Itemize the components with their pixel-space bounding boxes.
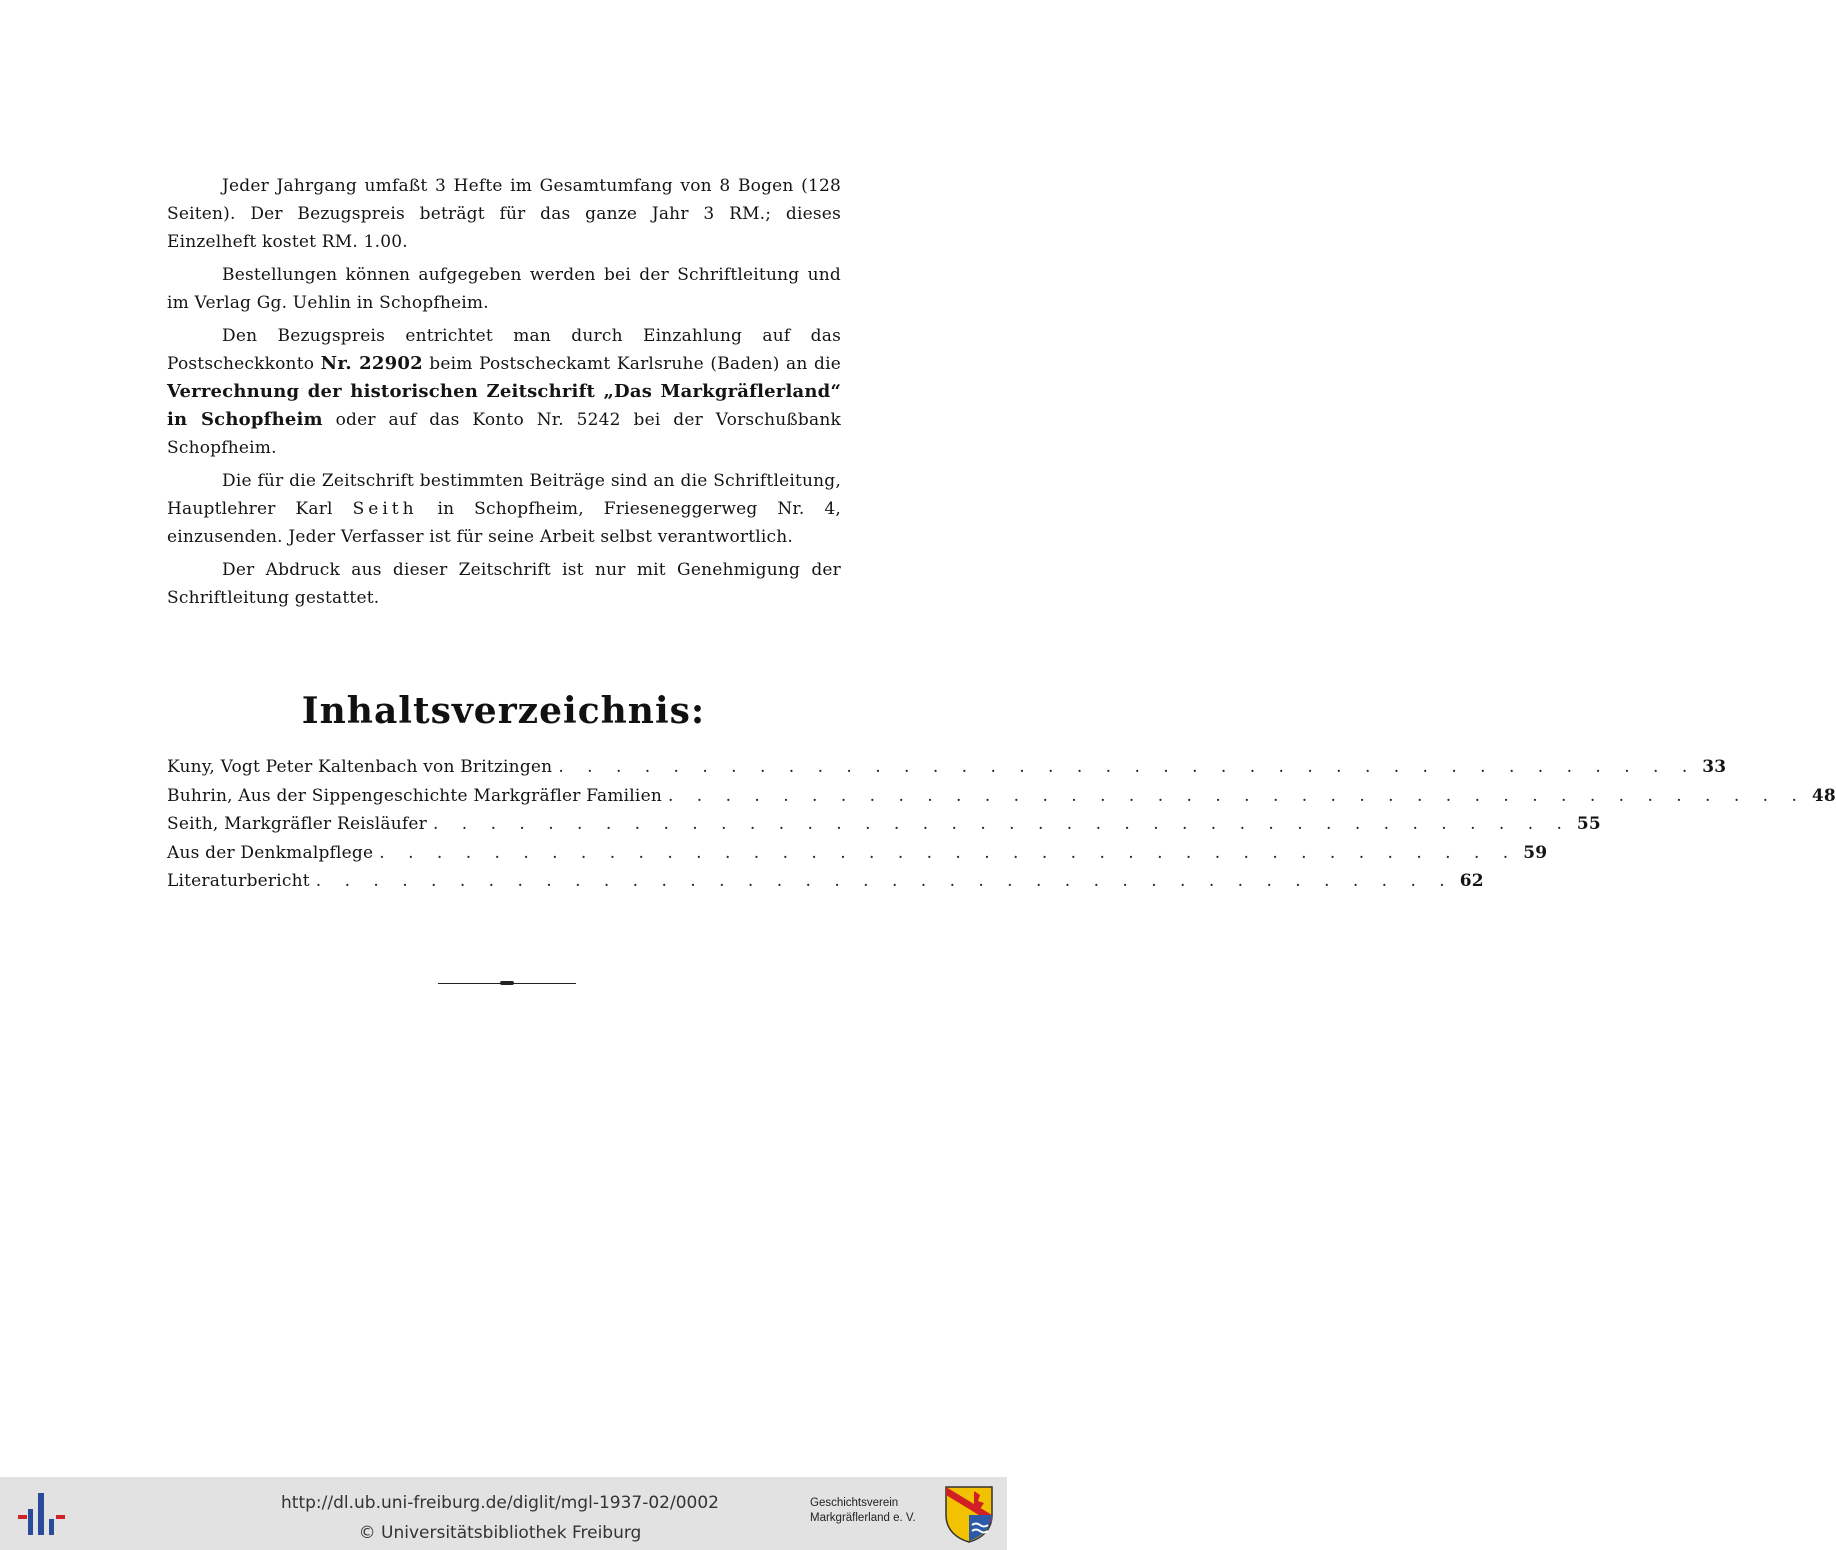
toc-leader-dots: . . . . . . . . . . . . . . . . . . . . . . . . . . . . . . . . . . . . . . . . bbox=[558, 757, 1697, 777]
permalink-url[interactable]: http://dl.ub.uni-freiburg.de/diglit/mgl-1937-02/0002 bbox=[281, 1493, 719, 1513]
paragraph-payment bbox=[167, 322, 841, 462]
toc-entry bbox=[167, 785, 1836, 815]
toc-entry-title: Aus der Denkmalpflege bbox=[167, 842, 374, 863]
footer-bar bbox=[0, 1477, 1007, 1550]
society-name-line: Markgräflerland e. V. bbox=[810, 1512, 916, 1524]
toc-leader-dots: . . . . . . . . . . . . . . . . . . . . . . . . . . . . . . . . . . . . . . . . bbox=[315, 871, 1454, 891]
toc-entry-title: Kuny, Vogt Peter Kaltenbach von Britzingen bbox=[167, 757, 553, 777]
society-name-line: Geschichtsverein bbox=[810, 1497, 899, 1509]
toc-entry bbox=[167, 757, 1727, 786]
toc-heading: Inhaltsverzeichnis: bbox=[301, 690, 706, 732]
toc-entry-title: Buhrin, Aus der Sippengeschichte Markgräfler Familien bbox=[167, 785, 662, 806]
toc-entry bbox=[167, 842, 1548, 872]
toc-entry-page: 59 bbox=[1523, 842, 1548, 863]
paragraph-text: Jeder Jahrgang umfaßt 3 Hefte im Gesamtumfang von 8 Bogen (128 Seiten). Der Bezugspreis beträgt für das ganze Jahr 3 RM.; dieses Einzelheft kostet RM. 1.00. bbox=[167, 176, 841, 252]
paragraph-text: beim Postscheckamt Karlsruhe (Baden) an die bbox=[422, 354, 841, 374]
toc-entry bbox=[167, 814, 1601, 843]
paragraph-text: Der Abdruck aus dieser Zeitschrift ist nur mit Genehmigung der Schriftleitung gestattet. bbox=[167, 560, 841, 608]
toc-entry bbox=[167, 871, 1484, 900]
paragraph-text: Den Bezugspreis entrichtet man durch Einzahlung auf das Postscheckkonto bbox=[167, 326, 841, 374]
copyright-notice: © Universitätsbibliothek Freiburg bbox=[358, 1523, 642, 1543]
paragraph-reprint bbox=[167, 556, 841, 612]
paragraph-text: Bestellungen können aufgegeben werden bei der Schriftleitung und im Verlag Gg. Uehlin in Schopfheim. bbox=[167, 265, 841, 313]
toc-entry-page: 62 bbox=[1459, 871, 1484, 891]
toc-entry-page: 33 bbox=[1702, 757, 1727, 777]
toc-leader-dots: . . . . . . . . . . . . . . . . . . . . . . . . . . . . . . . . . . . . . . . . bbox=[433, 814, 1571, 834]
society-name bbox=[810, 1496, 940, 1526]
paragraph-text: Die für die Zeitschrift bestimmten Beiträge sind an die Schriftleitung, Hauptlehrer Karl bbox=[167, 471, 841, 519]
paragraph-text: in Schopfheim, Frieseneggerweg Nr. 4, einzusenden. Jeder Verfasser ist für seine Arbeit selbst verantwortlich. bbox=[167, 499, 841, 547]
toc-entry-page: 48 bbox=[1811, 785, 1836, 806]
divider-ornament bbox=[500, 981, 514, 985]
paragraph-text: oder auf das Konto Nr. 5242 bei der Vorschußbank Schopfheim. bbox=[167, 410, 841, 458]
editor-name: Seith bbox=[352, 499, 418, 519]
ornamental-divider bbox=[438, 983, 576, 985]
coat-of-arms-icon bbox=[944, 1485, 994, 1543]
account-holder: Verrechnung der historischen Zeitschrift „Das Markgräflerland“ in Schopfheim bbox=[167, 381, 841, 430]
toc-leader-dots: . . . . . . . . . . . . . . . . . . . . . . . . . . . . . . . . . . . . . . . . bbox=[667, 785, 1806, 806]
paragraph-orders bbox=[167, 261, 841, 317]
toc-leader-dots: . . . . . . . . . . . . . . . . . . . . . . . . . . . . . . . . . . . . . . . . bbox=[379, 842, 1518, 863]
toc-entry-title: Seith, Markgräfler Reisläufer bbox=[167, 814, 427, 834]
paragraph-subscription bbox=[167, 172, 841, 256]
document-body bbox=[167, 172, 841, 617]
toc-entry-title: Literaturbericht bbox=[167, 871, 310, 891]
toc-entry-page: 55 bbox=[1576, 814, 1601, 834]
account-number: Nr. 22902 bbox=[320, 353, 423, 374]
paragraph-contributions bbox=[167, 467, 841, 551]
table-of-contents bbox=[167, 757, 1836, 900]
